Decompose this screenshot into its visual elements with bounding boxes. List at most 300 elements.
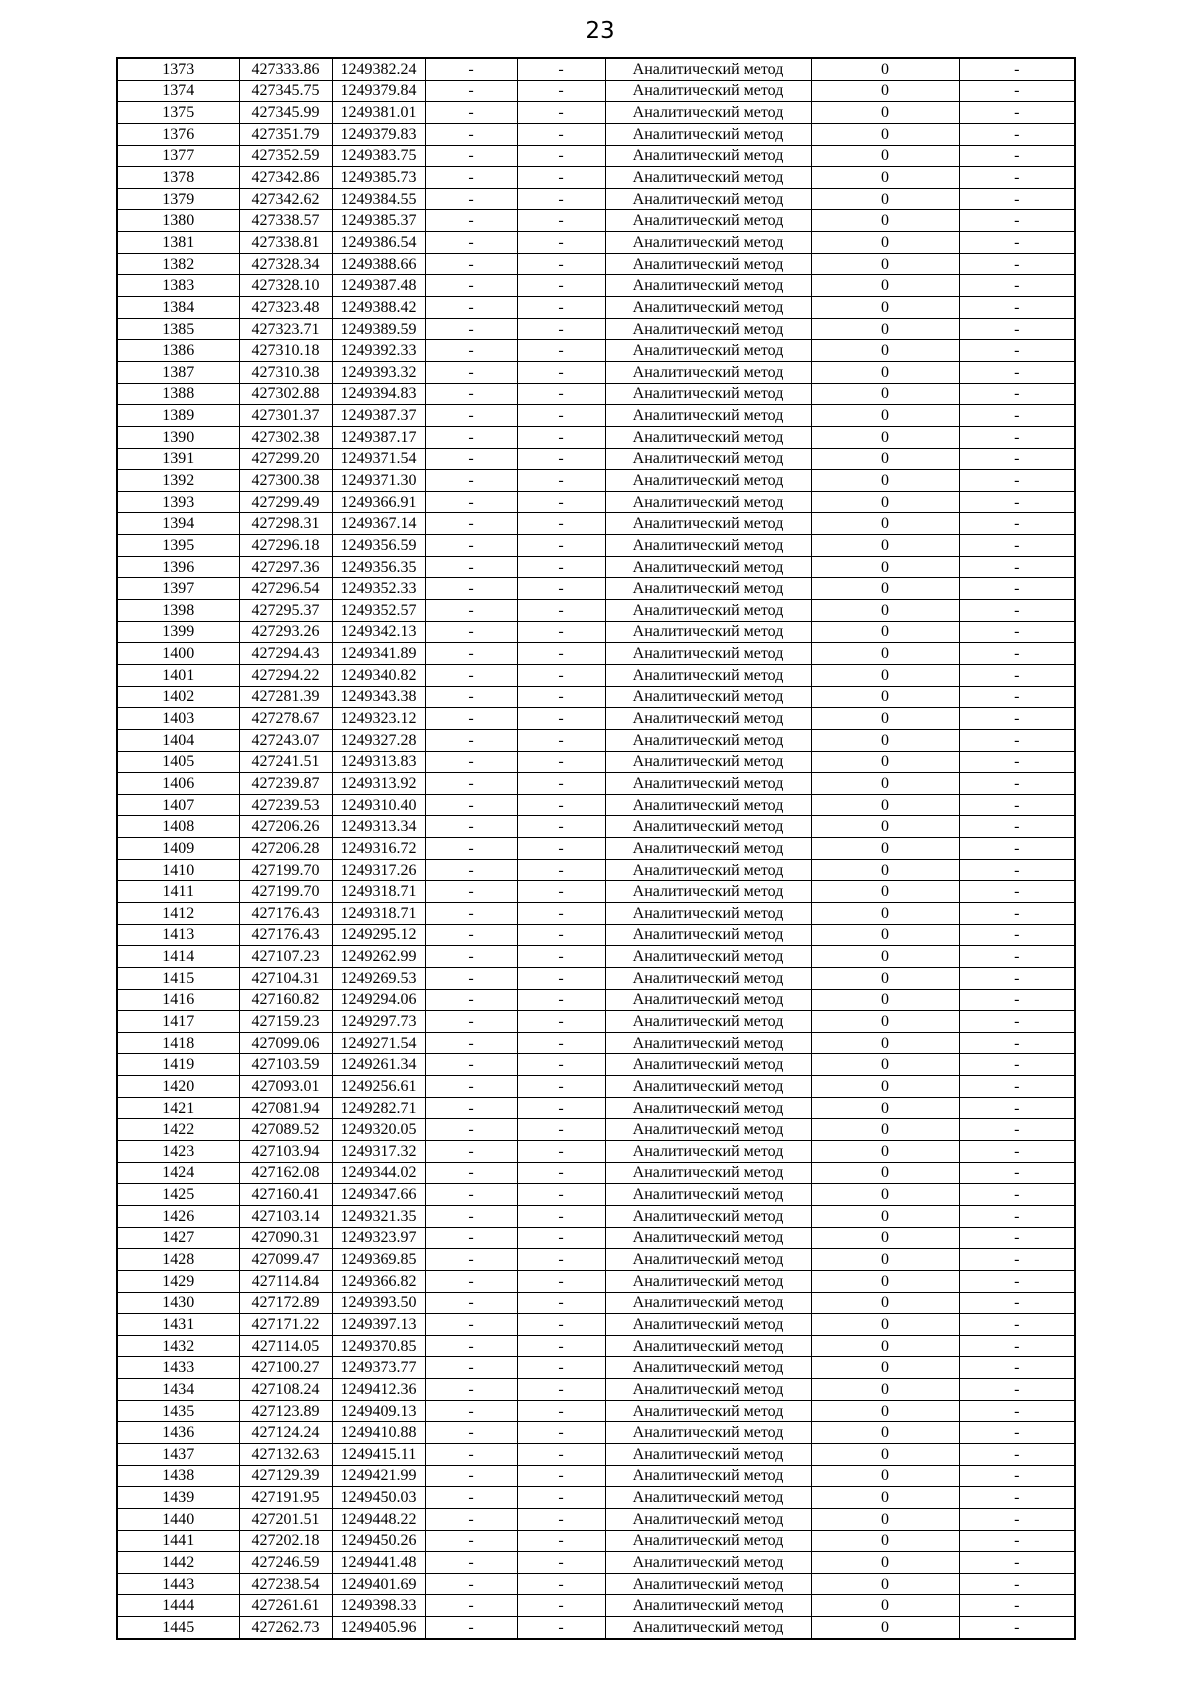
value-dash: -	[517, 773, 605, 795]
table-row	[117, 686, 1075, 708]
accuracy-cell: 0	[811, 1487, 959, 1509]
value-dash: -	[959, 1032, 1075, 1054]
table-row	[117, 297, 1075, 319]
coord-x: 427323.71	[239, 318, 332, 340]
method-cell: Аналитический метод	[605, 470, 811, 492]
method-cell: Аналитический метод	[605, 664, 811, 686]
value-dash: -	[517, 1119, 605, 1141]
value-dash: -	[959, 664, 1075, 686]
method-cell: Аналитический метод	[605, 1097, 811, 1119]
coord-x: 427295.37	[239, 600, 332, 622]
accuracy-cell: 0	[811, 1357, 959, 1379]
value-dash: -	[425, 253, 517, 275]
method-cell: Аналитический метод	[605, 1011, 811, 1033]
coord-y: 1249366.82	[332, 1270, 425, 1292]
value-dash: -	[959, 902, 1075, 924]
value-dash: -	[959, 1184, 1075, 1206]
value-dash: -	[959, 318, 1075, 340]
method-cell: Аналитический метод	[605, 621, 811, 643]
accuracy-cell: 0	[811, 275, 959, 297]
value-dash: -	[425, 1552, 517, 1574]
accuracy-cell: 0	[811, 1119, 959, 1141]
value-dash: -	[959, 751, 1075, 773]
value-dash: -	[959, 1379, 1075, 1401]
method-cell: Аналитический метод	[605, 1227, 811, 1249]
accuracy-cell: 0	[811, 1465, 959, 1487]
point-number: 1405	[117, 751, 239, 773]
value-dash: -	[517, 643, 605, 665]
point-number: 1402	[117, 686, 239, 708]
table-row	[117, 448, 1075, 470]
point-number: 1441	[117, 1530, 239, 1552]
point-number: 1437	[117, 1444, 239, 1466]
coord-x: 427294.43	[239, 643, 332, 665]
coord-x: 427199.70	[239, 859, 332, 881]
method-cell: Аналитический метод	[605, 1530, 811, 1552]
accuracy-cell: 0	[811, 1184, 959, 1206]
point-number: 1377	[117, 145, 239, 167]
method-cell: Аналитический метод	[605, 1379, 811, 1401]
value-dash: -	[959, 967, 1075, 989]
method-cell: Аналитический метод	[605, 773, 811, 795]
point-number: 1421	[117, 1097, 239, 1119]
table-row	[117, 1032, 1075, 1054]
coord-y: 1249317.32	[332, 1141, 425, 1163]
method-cell: Аналитический метод	[605, 1054, 811, 1076]
table-row	[117, 1617, 1075, 1639]
point-number: 1409	[117, 838, 239, 860]
value-dash: -	[425, 1400, 517, 1422]
method-cell: Аналитический метод	[605, 448, 811, 470]
accuracy-cell: 0	[811, 1097, 959, 1119]
accuracy-cell: 0	[811, 1379, 959, 1401]
value-dash: -	[425, 924, 517, 946]
value-dash: -	[517, 470, 605, 492]
value-dash: -	[517, 816, 605, 838]
value-dash: -	[959, 210, 1075, 232]
coord-x: 427114.05	[239, 1335, 332, 1357]
value-dash: -	[425, 621, 517, 643]
value-dash: -	[425, 708, 517, 730]
table-row	[117, 838, 1075, 860]
coord-x: 427342.62	[239, 188, 332, 210]
accuracy-cell: 0	[811, 1400, 959, 1422]
coord-x: 427246.59	[239, 1552, 332, 1574]
table-row	[117, 1292, 1075, 1314]
point-number: 1415	[117, 967, 239, 989]
table-row	[117, 621, 1075, 643]
coord-x: 427099.47	[239, 1249, 332, 1271]
coord-x: 427297.36	[239, 556, 332, 578]
accuracy-cell: 0	[811, 1054, 959, 1076]
method-cell: Аналитический метод	[605, 535, 811, 557]
accuracy-cell: 0	[811, 1552, 959, 1574]
table-row	[117, 1141, 1075, 1163]
accuracy-cell: 0	[811, 58, 959, 80]
accuracy-cell: 0	[811, 535, 959, 557]
value-dash: -	[959, 1205, 1075, 1227]
value-dash: -	[517, 1422, 605, 1444]
table-row	[117, 967, 1075, 989]
coord-y: 1249261.34	[332, 1054, 425, 1076]
coord-y: 1249316.72	[332, 838, 425, 860]
value-dash: -	[959, 383, 1075, 405]
point-number: 1389	[117, 405, 239, 427]
coord-x: 427310.18	[239, 340, 332, 362]
coord-x: 427201.51	[239, 1508, 332, 1530]
method-cell: Аналитический метод	[605, 1487, 811, 1509]
coord-y: 1249392.33	[332, 340, 425, 362]
value-dash: -	[425, 729, 517, 751]
table-row	[117, 318, 1075, 340]
value-dash: -	[517, 1270, 605, 1292]
point-number: 1418	[117, 1032, 239, 1054]
accuracy-cell: 0	[811, 1292, 959, 1314]
value-dash: -	[425, 1141, 517, 1163]
coord-x: 427160.41	[239, 1184, 332, 1206]
value-dash: -	[517, 664, 605, 686]
point-number: 1440	[117, 1508, 239, 1530]
value-dash: -	[425, 1076, 517, 1098]
coord-x: 427100.27	[239, 1357, 332, 1379]
value-dash: -	[425, 556, 517, 578]
value-dash: -	[959, 535, 1075, 557]
point-number: 1381	[117, 232, 239, 254]
value-dash: -	[517, 253, 605, 275]
coord-x: 427103.59	[239, 1054, 332, 1076]
value-dash: -	[425, 600, 517, 622]
accuracy-cell: 0	[811, 729, 959, 751]
value-dash: -	[517, 188, 605, 210]
accuracy-cell: 0	[811, 1335, 959, 1357]
method-cell: Аналитический метод	[605, 145, 811, 167]
method-cell: Аналитический метод	[605, 686, 811, 708]
value-dash: -	[517, 1465, 605, 1487]
coord-y: 1249384.55	[332, 188, 425, 210]
value-dash: -	[959, 1270, 1075, 1292]
coord-y: 1249367.14	[332, 513, 425, 535]
value-dash: -	[517, 556, 605, 578]
point-number: 1429	[117, 1270, 239, 1292]
coord-y: 1249397.13	[332, 1314, 425, 1336]
coord-x: 427294.22	[239, 664, 332, 686]
method-cell: Аналитический метод	[605, 80, 811, 102]
coord-x: 427293.26	[239, 621, 332, 643]
method-cell: Аналитический метод	[605, 643, 811, 665]
accuracy-cell: 0	[811, 1205, 959, 1227]
coord-y: 1249343.38	[332, 686, 425, 708]
accuracy-cell: 0	[811, 1076, 959, 1098]
value-dash: -	[425, 1032, 517, 1054]
value-dash: -	[425, 1573, 517, 1595]
value-dash: -	[517, 1054, 605, 1076]
coord-y: 1249323.97	[332, 1227, 425, 1249]
value-dash: -	[959, 448, 1075, 470]
value-dash: -	[425, 448, 517, 470]
accuracy-cell: 0	[811, 1249, 959, 1271]
value-dash: -	[425, 686, 517, 708]
coord-x: 427299.20	[239, 448, 332, 470]
method-cell: Аналитический метод	[605, 253, 811, 275]
coord-y: 1249382.24	[332, 58, 425, 80]
value-dash: -	[517, 1227, 605, 1249]
value-dash: -	[959, 1249, 1075, 1271]
value-dash: -	[959, 600, 1075, 622]
method-cell: Аналитический метод	[605, 123, 811, 145]
method-cell: Аналитический метод	[605, 1119, 811, 1141]
method-cell: Аналитический метод	[605, 1249, 811, 1271]
coord-x: 427171.22	[239, 1314, 332, 1336]
coord-y: 1249386.54	[332, 232, 425, 254]
coord-x: 427278.67	[239, 708, 332, 730]
value-dash: -	[517, 708, 605, 730]
value-dash: -	[959, 1162, 1075, 1184]
table-row	[117, 1465, 1075, 1487]
value-dash: -	[959, 924, 1075, 946]
accuracy-cell: 0	[811, 1573, 959, 1595]
coord-y: 1249409.13	[332, 1400, 425, 1422]
value-dash: -	[959, 1076, 1075, 1098]
table-row	[117, 729, 1075, 751]
value-dash: -	[425, 859, 517, 881]
value-dash: -	[425, 383, 517, 405]
value-dash: -	[425, 1357, 517, 1379]
coord-y: 1249313.34	[332, 816, 425, 838]
value-dash: -	[959, 405, 1075, 427]
accuracy-cell: 0	[811, 1444, 959, 1466]
method-cell: Аналитический метод	[605, 1032, 811, 1054]
coord-x: 427172.89	[239, 1292, 332, 1314]
coord-x: 427345.99	[239, 102, 332, 124]
point-number: 1375	[117, 102, 239, 124]
value-dash: -	[517, 1097, 605, 1119]
method-cell: Аналитический метод	[605, 275, 811, 297]
table-row	[117, 773, 1075, 795]
method-cell: Аналитический метод	[605, 1595, 811, 1617]
value-dash: -	[517, 1205, 605, 1227]
value-dash: -	[425, 1595, 517, 1617]
value-dash: -	[959, 816, 1075, 838]
value-dash: -	[425, 1249, 517, 1271]
table-row	[117, 1205, 1075, 1227]
method-cell: Аналитический метод	[605, 318, 811, 340]
value-dash: -	[517, 859, 605, 881]
point-number: 1403	[117, 708, 239, 730]
point-number: 1387	[117, 361, 239, 383]
point-number: 1428	[117, 1249, 239, 1271]
accuracy-cell: 0	[811, 80, 959, 102]
value-dash: -	[959, 470, 1075, 492]
value-dash: -	[959, 513, 1075, 535]
value-dash: -	[517, 1487, 605, 1509]
coord-y: 1249385.37	[332, 210, 425, 232]
method-cell: Аналитический метод	[605, 859, 811, 881]
value-dash: -	[517, 967, 605, 989]
coord-y: 1249387.17	[332, 426, 425, 448]
accuracy-cell: 0	[811, 1162, 959, 1184]
table-row	[117, 383, 1075, 405]
table-row	[117, 470, 1075, 492]
method-cell: Аналитический метод	[605, 426, 811, 448]
value-dash: -	[425, 578, 517, 600]
table-row	[117, 1335, 1075, 1357]
value-dash: -	[959, 1552, 1075, 1574]
value-dash: -	[517, 1076, 605, 1098]
coord-y: 1249294.06	[332, 989, 425, 1011]
table-row	[117, 1595, 1075, 1617]
value-dash: -	[517, 297, 605, 319]
coord-y: 1249388.66	[332, 253, 425, 275]
value-dash: -	[425, 1054, 517, 1076]
table-row	[117, 58, 1075, 80]
value-dash: -	[425, 1487, 517, 1509]
coord-y: 1249405.96	[332, 1617, 425, 1639]
table-row	[117, 1119, 1075, 1141]
coord-x: 427132.63	[239, 1444, 332, 1466]
table-row	[117, 253, 1075, 275]
point-number: 1443	[117, 1573, 239, 1595]
coord-x: 427239.87	[239, 773, 332, 795]
accuracy-cell: 0	[811, 600, 959, 622]
accuracy-cell: 0	[811, 838, 959, 860]
point-number: 1413	[117, 924, 239, 946]
value-dash: -	[517, 621, 605, 643]
point-number: 1432	[117, 1335, 239, 1357]
table-row	[117, 1249, 1075, 1271]
method-cell: Аналитический метод	[605, 881, 811, 903]
table-row	[117, 102, 1075, 124]
value-dash: -	[517, 1400, 605, 1422]
accuracy-cell: 0	[811, 426, 959, 448]
coord-y: 1249344.02	[332, 1162, 425, 1184]
coord-x: 427081.94	[239, 1097, 332, 1119]
value-dash: -	[517, 275, 605, 297]
value-dash: -	[959, 1595, 1075, 1617]
coord-x: 427345.75	[239, 80, 332, 102]
coord-y: 1249394.83	[332, 383, 425, 405]
coord-y: 1249398.33	[332, 1595, 425, 1617]
point-number: 1404	[117, 729, 239, 751]
coord-x: 427338.57	[239, 210, 332, 232]
coord-y: 1249369.85	[332, 1249, 425, 1271]
accuracy-cell: 0	[811, 361, 959, 383]
value-dash: -	[959, 232, 1075, 254]
coord-y: 1249271.54	[332, 1032, 425, 1054]
value-dash: -	[959, 1617, 1075, 1639]
coord-y: 1249415.11	[332, 1444, 425, 1466]
value-dash: -	[959, 188, 1075, 210]
coord-x: 427243.07	[239, 729, 332, 751]
value-dash: -	[425, 1011, 517, 1033]
coord-y: 1249295.12	[332, 924, 425, 946]
page-number: 23	[585, 18, 615, 44]
accuracy-cell: 0	[811, 859, 959, 881]
method-cell: Аналитический метод	[605, 1573, 811, 1595]
table-row	[117, 902, 1075, 924]
coord-y: 1249371.54	[332, 448, 425, 470]
coord-y: 1249318.71	[332, 881, 425, 903]
value-dash: -	[959, 621, 1075, 643]
point-number: 1391	[117, 448, 239, 470]
value-dash: -	[959, 1357, 1075, 1379]
coord-x: 427262.73	[239, 1617, 332, 1639]
value-dash: -	[517, 1595, 605, 1617]
value-dash: -	[517, 729, 605, 751]
coord-x: 427090.31	[239, 1227, 332, 1249]
coord-y: 1249387.37	[332, 405, 425, 427]
value-dash: -	[517, 1184, 605, 1206]
coord-x: 427129.39	[239, 1465, 332, 1487]
coord-y: 1249383.75	[332, 145, 425, 167]
value-dash: -	[959, 1292, 1075, 1314]
coord-y: 1249393.32	[332, 361, 425, 383]
method-cell: Аналитический метод	[605, 729, 811, 751]
value-dash: -	[959, 145, 1075, 167]
value-dash: -	[959, 1314, 1075, 1336]
value-dash: -	[959, 794, 1075, 816]
method-cell: Аналитический метод	[605, 838, 811, 860]
method-cell: Аналитический метод	[605, 946, 811, 968]
table-row	[117, 708, 1075, 730]
coord-x: 427298.31	[239, 513, 332, 535]
coord-x: 427296.18	[239, 535, 332, 557]
value-dash: -	[517, 167, 605, 189]
value-dash: -	[959, 123, 1075, 145]
point-number: 1388	[117, 383, 239, 405]
point-number: 1445	[117, 1617, 239, 1639]
point-number: 1396	[117, 556, 239, 578]
value-dash: -	[425, 1119, 517, 1141]
coord-y: 1249256.61	[332, 1076, 425, 1098]
value-dash: -	[517, 794, 605, 816]
value-dash: -	[959, 1422, 1075, 1444]
value-dash: -	[959, 1444, 1075, 1466]
accuracy-cell: 0	[811, 816, 959, 838]
accuracy-cell: 0	[811, 621, 959, 643]
value-dash: -	[517, 751, 605, 773]
coord-y: 1249318.71	[332, 902, 425, 924]
value-dash: -	[425, 123, 517, 145]
value-dash: -	[425, 1444, 517, 1466]
value-dash: -	[517, 80, 605, 102]
value-dash: -	[959, 708, 1075, 730]
coord-x: 427162.08	[239, 1162, 332, 1184]
point-number: 1412	[117, 902, 239, 924]
table-row	[117, 1184, 1075, 1206]
method-cell: Аналитический метод	[605, 491, 811, 513]
coord-x: 427241.51	[239, 751, 332, 773]
table-row	[117, 1076, 1075, 1098]
accuracy-cell: 0	[811, 1508, 959, 1530]
table-row	[117, 1227, 1075, 1249]
point-number: 1374	[117, 80, 239, 102]
value-dash: -	[517, 361, 605, 383]
point-number: 1433	[117, 1357, 239, 1379]
accuracy-cell: 0	[811, 794, 959, 816]
point-number: 1379	[117, 188, 239, 210]
value-dash: -	[517, 145, 605, 167]
table-row	[117, 232, 1075, 254]
point-number: 1425	[117, 1184, 239, 1206]
accuracy-cell: 0	[811, 123, 959, 145]
accuracy-cell: 0	[811, 881, 959, 903]
value-dash: -	[959, 1097, 1075, 1119]
value-dash: -	[425, 102, 517, 124]
value-dash: -	[425, 58, 517, 80]
value-dash: -	[959, 578, 1075, 600]
table-row	[117, 426, 1075, 448]
value-dash: -	[425, 1530, 517, 1552]
